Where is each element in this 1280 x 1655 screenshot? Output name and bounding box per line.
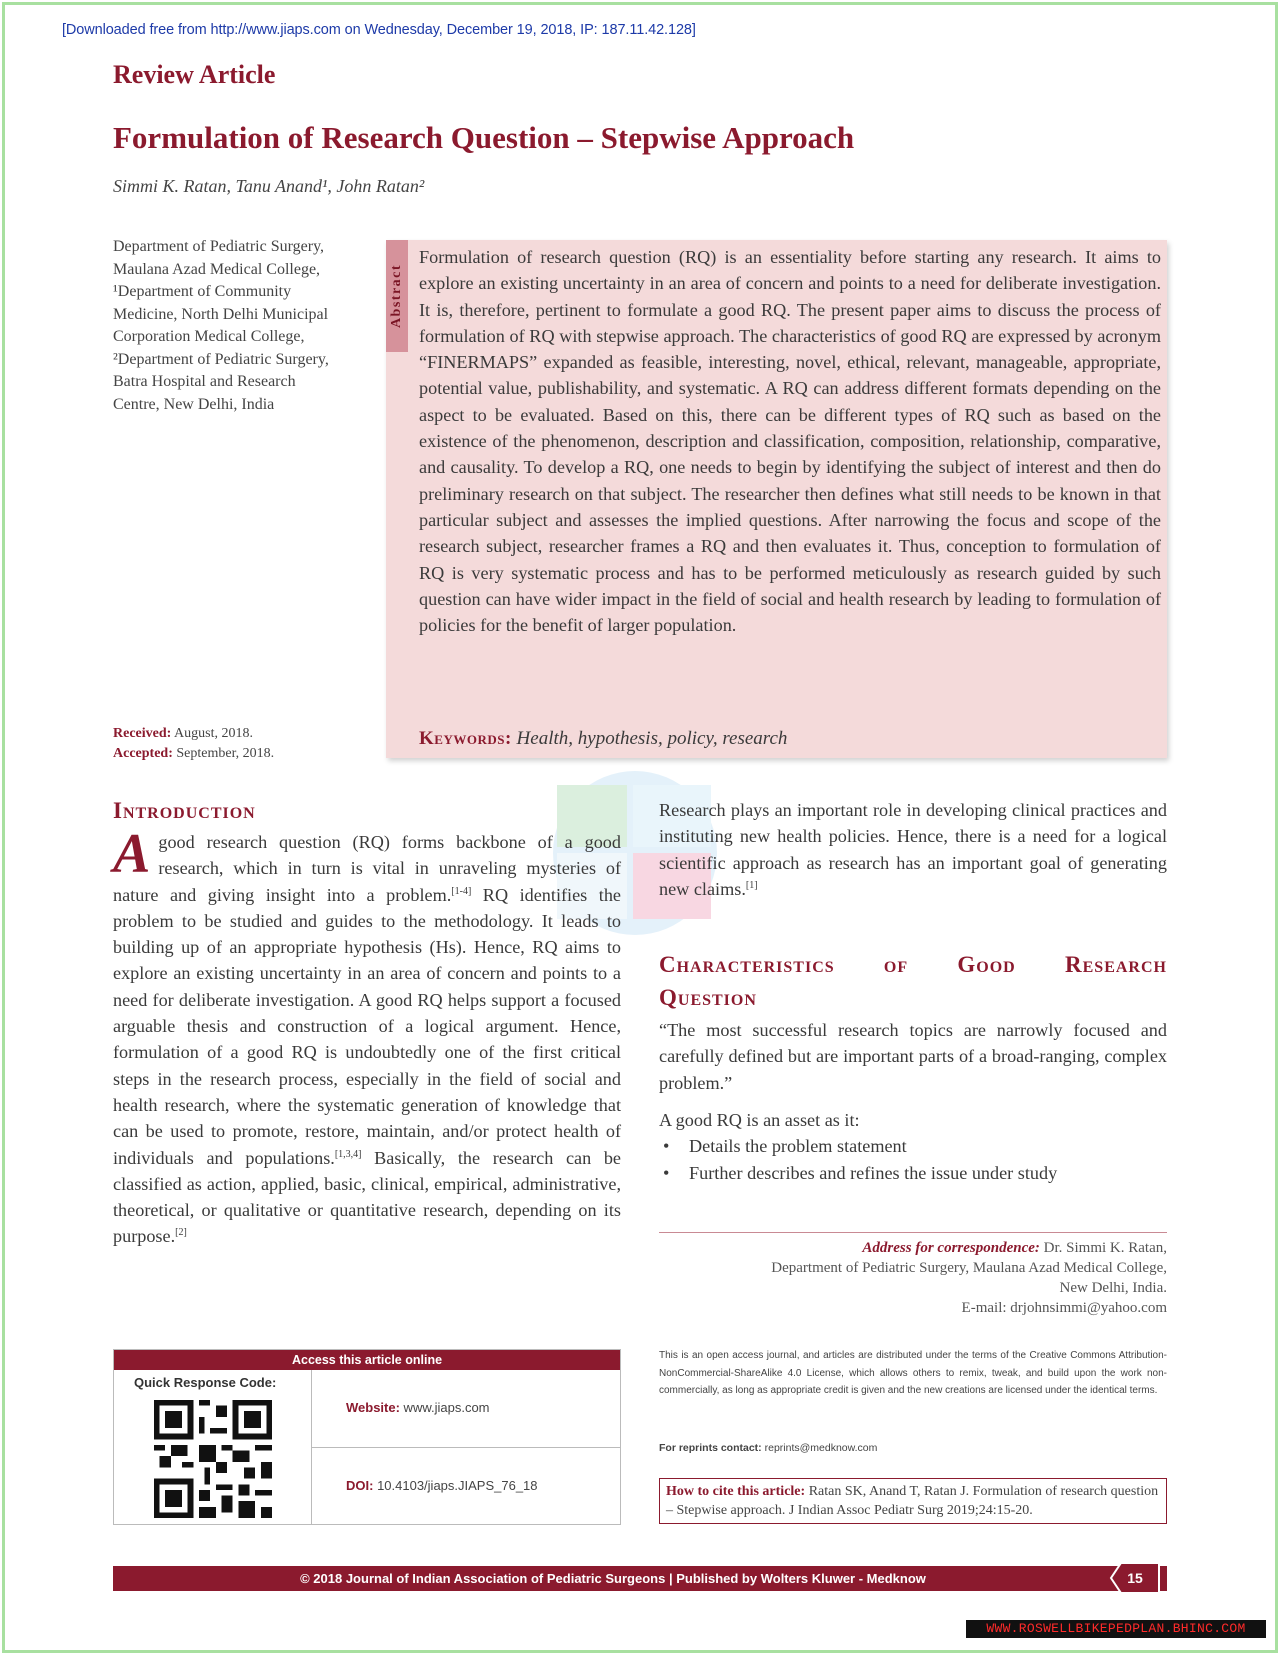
characteristics-quote: “The most successful research topics are narrowly focused and carefully defined but are important parts of a broad-ranging, complex problem.” bbox=[659, 1020, 1167, 1093]
introduction-heading: Introduction bbox=[113, 798, 256, 823]
reprints-label: For reprints contact: bbox=[659, 1442, 762, 1454]
access-online-box bbox=[113, 1349, 621, 1525]
heading-word: Good bbox=[957, 952, 1016, 977]
correspondence-email[interactable]: E-mail: drjohnsimmi@yahoo.com bbox=[961, 1300, 1167, 1316]
heading-word: Characteristics bbox=[659, 952, 835, 977]
article-title: Formulation of Research Question – Stepwise Approach bbox=[113, 120, 855, 155]
page-number: 15 bbox=[1127, 1570, 1143, 1586]
doi-row bbox=[312, 1448, 620, 1525]
article-type: Review Article bbox=[113, 60, 276, 89]
citation-box bbox=[659, 1478, 1167, 1524]
cite-label: How to cite this article: bbox=[666, 1484, 806, 1499]
doi-entry bbox=[346, 1478, 538, 1493]
website-entry bbox=[346, 1400, 490, 1415]
correspondence-name: Dr. Simmi K. Ratan, bbox=[1039, 1240, 1167, 1256]
author-list: Simmi K. Ratan, Tanu Anand¹, John Ratan² bbox=[113, 176, 425, 196]
asset-list-block bbox=[659, 1107, 1167, 1186]
received-value: August, 2018. bbox=[171, 726, 253, 741]
asset-bullets bbox=[659, 1133, 1167, 1186]
correspondence-dept: Department of Pediatric Surgery, Maulana Azad Medical College, bbox=[771, 1260, 1167, 1276]
heading-word: of bbox=[883, 952, 909, 977]
drop-cap: A bbox=[113, 823, 151, 885]
citation-ref: [2] bbox=[175, 1227, 187, 1239]
qr-label: Quick Response Code: bbox=[134, 1375, 277, 1390]
publication-dates bbox=[113, 724, 274, 764]
correspondence-city: New Delhi, India. bbox=[1059, 1280, 1167, 1296]
correspondence-label: Address for correspondence: bbox=[862, 1240, 1040, 1256]
doi-link[interactable]: 10.4103/jiaps.JIAPS_76_18 bbox=[373, 1478, 538, 1493]
intro-part-3: Basically, the research can be classified as action, applied, basic, clinical, empirical, administrative, theoretical, or qualitative or quantitative research, depending on its purpose. bbox=[113, 1147, 622, 1247]
heading-word: Research bbox=[1065, 952, 1167, 977]
website-row bbox=[312, 1370, 620, 1448]
divider bbox=[659, 1232, 1167, 1233]
asset-intro: A good RQ is an asset as it: bbox=[659, 1110, 860, 1130]
download-notice: [Downloaded free from http://www.jiaps.com on Wednesday, December 19, 2018, IP: 187.11.42.128] bbox=[62, 22, 696, 38]
right-intro-paragraph bbox=[659, 797, 1167, 902]
correspondence-block bbox=[659, 1238, 1167, 1318]
keywords-label: Keywords: bbox=[419, 728, 512, 749]
keywords bbox=[419, 728, 787, 750]
characteristics-heading bbox=[659, 948, 1167, 1014]
introduction-body bbox=[113, 823, 622, 1250]
citation-ref: [1-4] bbox=[451, 885, 472, 897]
affiliations: Department of Pediatric Surgery, Maulana Azad Medical College, ¹Department of Community Medicine, North Delhi Municipal Corporation Medical College, ²Department of Pediatric Surgery, Batra Hospital and Research Centre, New Delhi, India bbox=[113, 238, 329, 413]
reprints-email[interactable]: reprints@medknow.com bbox=[761, 1442, 878, 1454]
website-label: Website: bbox=[346, 1400, 400, 1415]
abstract-label: Abstract bbox=[389, 263, 404, 329]
footer-copyright: © 2018 Journal of Indian Association of Pediatric Surgeons | Published by Wolters Kluwer - Medknow bbox=[300, 1571, 926, 1586]
abstract-tab bbox=[386, 240, 408, 352]
license-notice: This is an open access journal, and articles are distributed under the terms of the Creative Commons Attribution-NonCommercial-ShareAlike 4.0 License, which allows others to remix, tweak, and build upon the work non-commercially, as long as appropriate credit is given and the new creations are licensed under the identical terms. bbox=[659, 1350, 1167, 1396]
reprints-contact bbox=[659, 1442, 877, 1454]
footer-bar bbox=[113, 1566, 1167, 1591]
cite-text: Ratan SK, Anand T, Ratan J. Formulation of research question – Stepwise approach. J Indian Assoc Pediatr Surg 2019;24:15-20. bbox=[666, 1484, 1159, 1518]
qr-cell bbox=[114, 1370, 312, 1525]
right-intro-text: Research plays an important role in developing clinical practices and instituting new health policies. Hence, there is a need for a logical scientific approach as research has an important goal of generating new claims. bbox=[659, 800, 1167, 899]
abstract-box bbox=[386, 240, 1167, 758]
citation-ref: [1] bbox=[745, 879, 758, 891]
heading-line-2: Question bbox=[659, 985, 757, 1010]
access-header: Access this article online bbox=[114, 1350, 620, 1370]
accepted-label: Accepted: bbox=[113, 746, 173, 761]
site-stamp: WWW.ROSWELLBIKEPEDPLAN.BHINC.COM bbox=[966, 1620, 1266, 1638]
website-link[interactable]: www.jiaps.com bbox=[399, 1400, 490, 1415]
list-item: • Further describes and refines the issue under study bbox=[659, 1160, 1167, 1186]
accepted-value: September, 2018. bbox=[172, 746, 275, 761]
keywords-value: Health, hypothesis, policy, research bbox=[516, 728, 788, 749]
doi-label: DOI: bbox=[346, 1478, 374, 1493]
qr-code-icon[interactable] bbox=[154, 1400, 272, 1518]
intro-part-2: RQ identifies the problem to be studied and guides to the methodology. It leads to building up of an appropriate hypothesis (Hs). Hence, RQ aims to explore an existing uncertainty in an area of concern and points to a need for deliberate investigation. A good RQ helps support a focused arguable thesis and construction of a logical argument. Hence, formulation of a good RQ is undoubtedly one of the first critical steps in the research process, especially in the field of social and health research, where the systematic generation of knowledge that can be used to promote, restore, maintain, and/or protect health of individuals and populations. bbox=[113, 884, 621, 1168]
intro-part-1: good research question (RQ) forms backbone of a good research, which in turn is vital in unraveling mysteries of nature and giving insight into a problem. bbox=[113, 832, 621, 905]
citation-ref: [1,3,4] bbox=[334, 1148, 362, 1160]
list-item: • Details the problem statement bbox=[659, 1133, 1167, 1159]
received-label: Received: bbox=[113, 726, 172, 741]
abstract-text: Formulation of research question (RQ) is an essentiality before starting any research. It aims to explore an existing uncertainty in an area of concern and points to a need for deliberate investigation. It is, therefore, pertinent to formulate a good RQ. The present paper aims to discuss the process of formulation of RQ with stepwise approach. The characteristics of good RQ are expressed by acronym “FINERMAPS” expanded as feasible, interesting, novel, ethical, relevant, manageable, appropriate, potential value, publishability, and systematic. A RQ can address different formats depending on the aspect to be evaluated. Based on this, there can be different types of RQ such as based on the existence of the phenomenon, description and classification, composition, relationship, comparative, and causality. To develop a RQ, one needs to begin by identifying the subject of interest and then do preliminary research on that subject. The researcher then defines what still needs to be known in that particular subject and assesses the implied questions. After narrowing the focus and scope of the research subject, researcher frames a RQ and then evaluates it. Thus, conception to formulation of RQ is very systematic process and has to be performed meticulously as research guided by such question can have wider impact in the field of social and health research by leading to formulation of policies for the benefit of larger population. bbox=[419, 247, 1161, 636]
page-number-badge bbox=[1109, 1561, 1161, 1595]
